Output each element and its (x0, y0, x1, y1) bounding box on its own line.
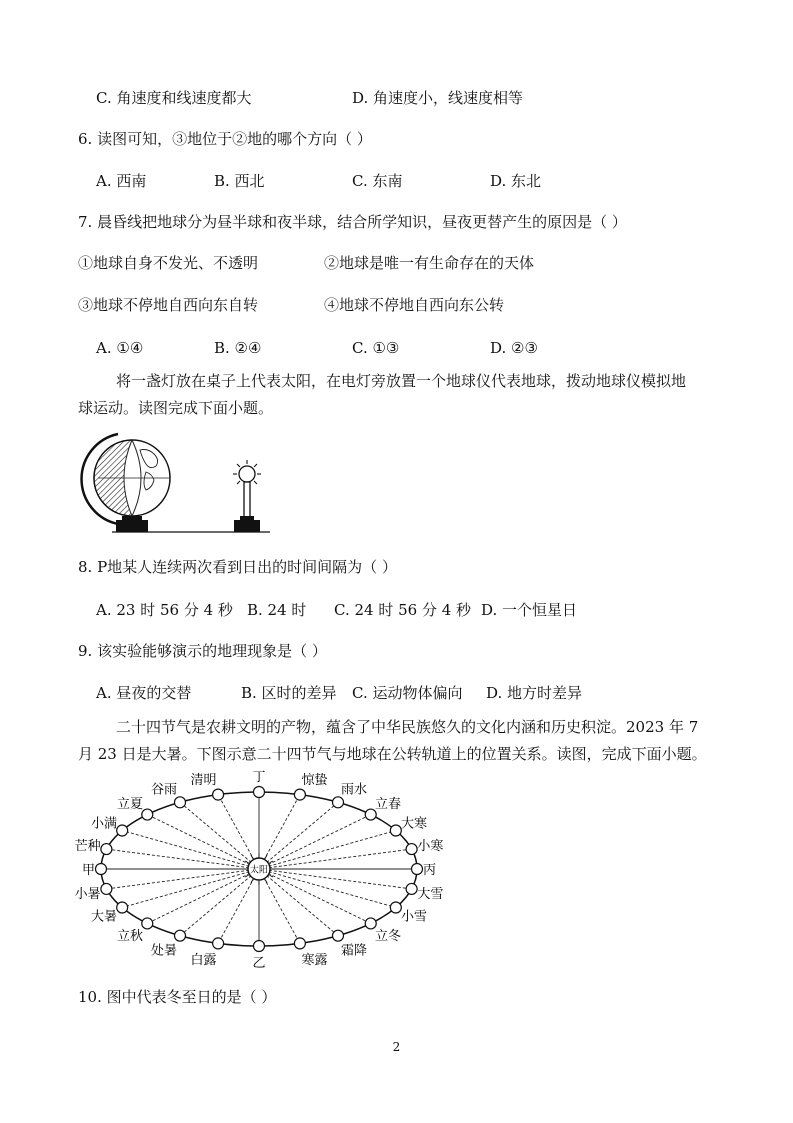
earth-position-node (333, 797, 344, 808)
solar-term-label: 谷雨 (150, 782, 177, 798)
earth-position-node (213, 789, 224, 800)
solar-term-label: 小暑 (74, 887, 101, 903)
sun-label: 太阳 (249, 865, 269, 876)
solar-term-label: 甲 (81, 863, 95, 878)
earth-position-node (117, 902, 128, 913)
q7-option-c: C. ①③ (352, 339, 400, 357)
q7-option-b: B. ②④ (214, 339, 262, 357)
q9-option-a: A. 昼夜的交替 (96, 684, 192, 702)
q10-stem: 10. 图中代表冬至日的是（ ） (78, 988, 277, 1006)
q7-choice-2: ②地球是唯一有生命存在的天体 (324, 254, 535, 272)
solar-term-label: 小满 (90, 816, 117, 832)
orbit-spoke (106, 869, 259, 889)
q8-option-d: D. 一个恒星日 (481, 601, 578, 619)
earth-position-node (412, 864, 423, 875)
earth-position-node (101, 883, 112, 894)
earth-position-node (101, 844, 112, 855)
globe (82, 434, 170, 532)
orbit-spoke (259, 802, 338, 869)
solar-term-label: 处暑 (150, 943, 177, 959)
q7-option-a: A. ①④ (96, 339, 144, 357)
q5-option-c: C. 角速度和线速度都大 (96, 89, 252, 107)
solar-term-label: 惊蛰 (301, 773, 328, 789)
orbit-spoke (259, 849, 412, 869)
q9-option-b: B. 区时的差异 (241, 684, 337, 702)
solar-term-label: 乙 (252, 956, 266, 971)
earth-position-node (294, 789, 305, 800)
solar-term-label: 立春 (374, 797, 401, 813)
earth-position-node (294, 938, 305, 949)
q9-option-d: D. 地方时差异 (486, 684, 583, 702)
sun (243, 853, 275, 885)
solar-term-label: 丁 (252, 770, 266, 785)
earth-position-node (175, 797, 186, 808)
q9-stem: 9. 该实验能够演示的地理现象是（ ） (78, 642, 327, 660)
orbit-spoke (180, 802, 259, 869)
solar-term-label: 小寒 (417, 838, 444, 854)
lamp (233, 460, 261, 532)
q7-choice-3: ③地球不停地自西向东自转 (78, 296, 259, 314)
q8-stem: 8. P地某人连续两次看到日出的时间间隔为（ ） (78, 558, 397, 576)
solar-term-label: 立夏 (117, 797, 144, 813)
solar-term-label: 小雪 (401, 909, 428, 925)
earth-position-node (390, 902, 401, 913)
page-number: 2 (392, 1040, 401, 1054)
q7-option-d: D. ②③ (490, 339, 538, 357)
solar-term-label: 雨水 (341, 782, 368, 798)
q8-option-b: B. 24 时 (247, 601, 307, 619)
passage2-line1: 二十四节气是农耕文明的产物，蕴含了中华民族悠久的文化内涵和历史积淀。2023 年 7 (116, 718, 699, 736)
orbit-spoke (180, 869, 259, 936)
solar-term-label: 白露 (190, 952, 217, 968)
q5-option-d: D. 角速度小，线速度相等 (352, 89, 524, 107)
q6-option-b: B. 西北 (214, 172, 265, 190)
q6-option-c: C. 东南 (352, 172, 403, 190)
orbit-spoke (147, 869, 259, 923)
orbit-spoke (147, 815, 259, 869)
earth-position-node (142, 809, 153, 820)
solar-term-label: 霜降 (341, 943, 368, 959)
solar-term-label: 立冬 (374, 928, 401, 944)
earth-position-node (254, 787, 265, 798)
q6-stem: 6. 读图可知，③地位于②地的哪个方向（ ） (78, 130, 372, 148)
solar-term-label: 立秋 (117, 928, 144, 944)
q8-option-c: C. 24 时 56 分 4 秒 (334, 601, 472, 619)
earth-position-node (365, 918, 376, 929)
solar-term-label: 芒种 (74, 838, 101, 854)
solar-terms-orbit-figure (60, 768, 450, 978)
orbit-spoke (259, 815, 371, 869)
solar-term-label: 清明 (190, 773, 217, 789)
earth-position-node (254, 941, 265, 952)
earth-position-node (175, 930, 186, 941)
q9-option-c: C. 运动物体偏向 (352, 684, 463, 702)
earth-position-node (406, 883, 417, 894)
passage1-line2: 球运动。读图完成下面小题。 (78, 399, 274, 417)
earth-position-node (213, 938, 224, 949)
orbit-spoke (122, 831, 259, 870)
orbit-spoke (106, 849, 259, 869)
orbit-spoke (259, 869, 396, 908)
q7-choice-4: ④地球不停地自西向东公转 (324, 296, 505, 314)
orbit-spoke (259, 869, 412, 889)
orbit-spoke (259, 869, 338, 936)
orbit-spoke (259, 869, 371, 923)
passage1-line1: 将一盏灯放在桌子上代表太阳，在电灯旁放置一个地球仪代表地球，拨动地球仪模拟地 (116, 372, 687, 390)
earth-position-node (96, 864, 107, 875)
q7-choice-1: ①地球自身不发光、不透明 (78, 254, 259, 272)
globe-lamp-figure (80, 428, 280, 540)
solar-term-label: 大寒 (401, 816, 428, 832)
earth-position-node (406, 844, 417, 855)
orbit-spoke (259, 831, 396, 870)
q7-stem: 7. 晨昏线把地球分为昼半球和夜半球，结合所学知识，昼夜更替产生的原因是（ ） (78, 213, 627, 231)
earth-position-node (333, 930, 344, 941)
solar-term-label: 丙 (423, 863, 437, 878)
solar-term-label: 大暑 (90, 909, 117, 925)
solar-term-label: 大雪 (417, 887, 444, 903)
q6-option-a: A. 西南 (96, 172, 147, 190)
orbit-spoke (122, 869, 259, 908)
passage2-line2: 月 23 日是大暑。下图示意二十四节气与地球在公转轨道上的位置关系。读图，完成下面小题。 (78, 745, 707, 763)
earth-position-node (142, 918, 153, 929)
q8-option-a: A. 23 时 56 分 4 秒 (96, 601, 233, 619)
earth-position-node (390, 825, 401, 836)
q6-option-d: D. 东北 (490, 172, 542, 190)
solar-term-label: 寒露 (301, 952, 328, 968)
earth-position-node (117, 825, 128, 836)
